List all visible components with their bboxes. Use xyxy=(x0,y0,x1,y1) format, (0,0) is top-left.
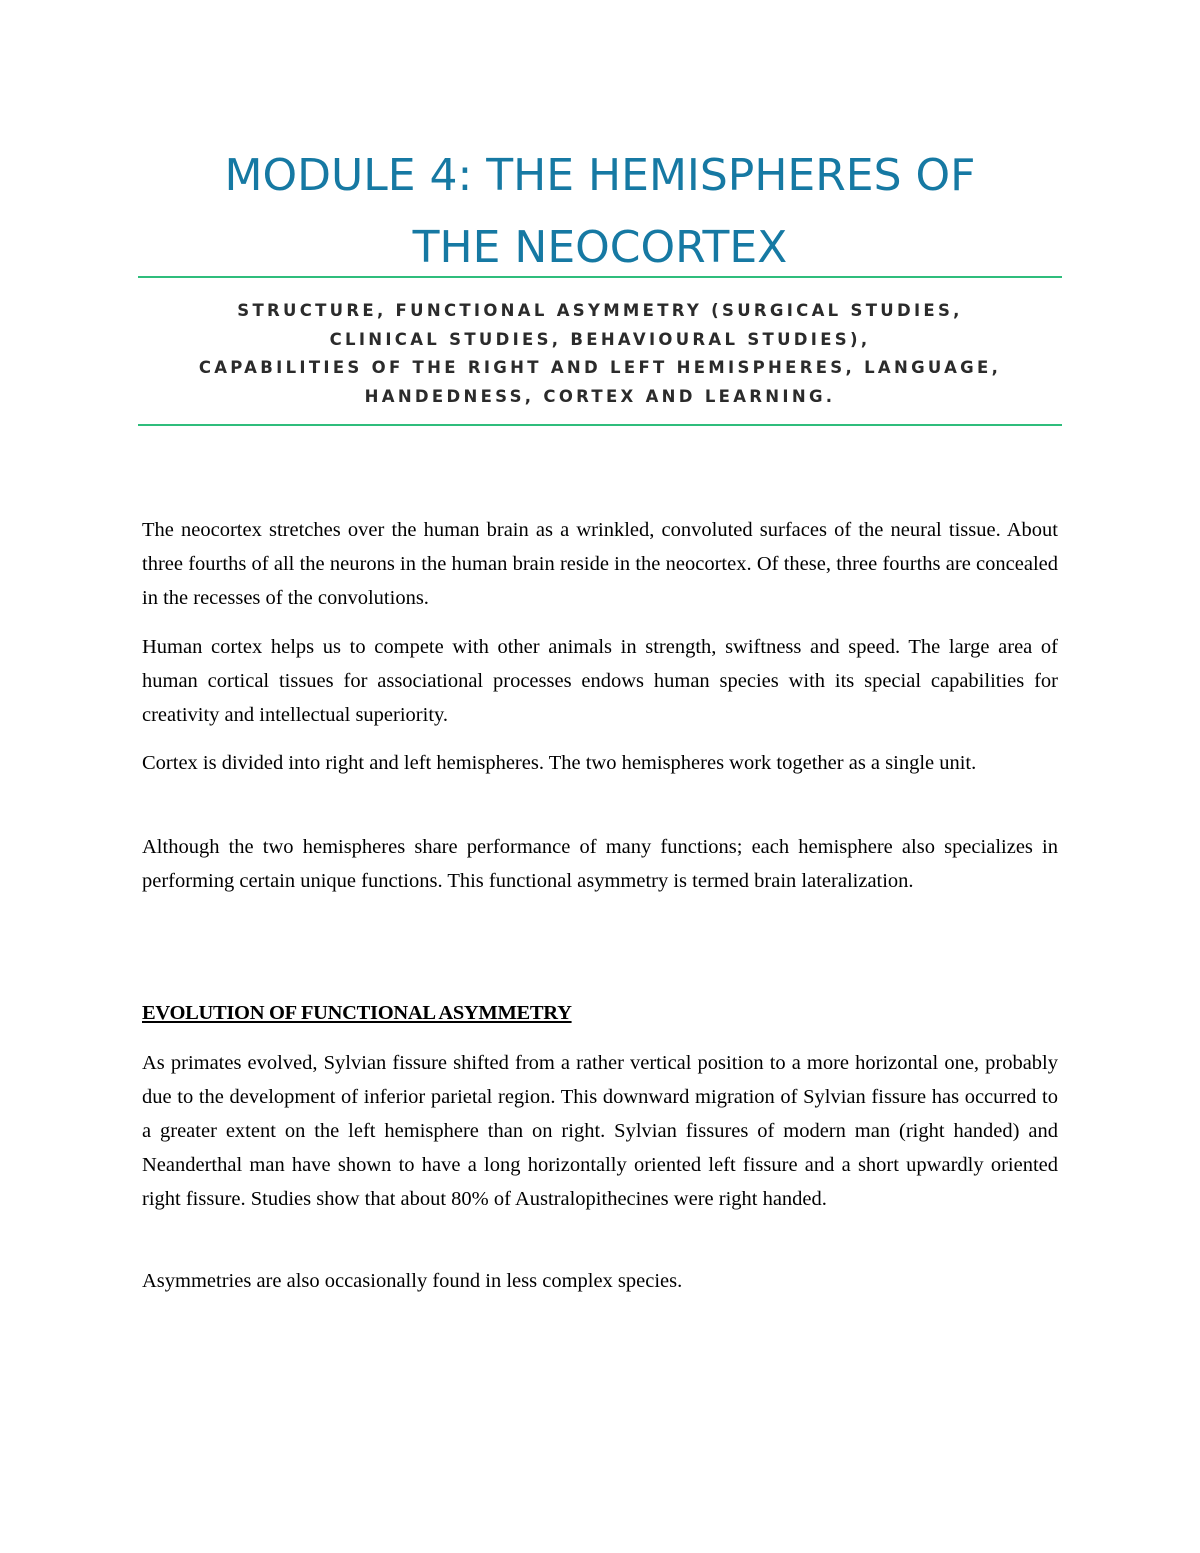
paragraph-hemispheres: Cortex is divided into right and left hemispheres. The two hemispheres work together as a single unit. xyxy=(142,752,977,774)
title-divider-top xyxy=(138,276,1062,278)
subtitle-line-1: STRUCTURE, FUNCTIONAL ASYMMETRY (SURGICAL STUDIES, xyxy=(237,301,963,320)
page-title-line-2: THE NEOCORTEX xyxy=(412,222,788,273)
paragraph-lateralization: Although the two hemispheres share performance of many functions; each hemisphere also specializes in performing certain unique functions. This functional asymmetry is termed brain lateralization. xyxy=(142,836,1058,892)
subtitle-line-4: HANDEDNESS, CORTEX AND LEARNING. xyxy=(364,386,836,406)
paragraph-sylvian-fissure: As primates evolved, Sylvian fissure shifted from a rather vertical position to a more horizontal one, probably due to the development of inferior parietal region. This downward migration of Sylvian fissure has occurred to a greater extent on the left hemisphere than on right. Sylvian fissures of modern man (right handed) and Neanderthal man have shown to have a long horizontally oriented left fissure and a short upwardly oriented right fissure. Studies show that about 80% of Australopithecines were right handed. xyxy=(142,1052,1058,1210)
module-subtitle xyxy=(138,297,1062,411)
subtitle-line-2: CLINICAL STUDIES, BEHAVIOURAL STUDIES), xyxy=(329,329,871,349)
page-title xyxy=(138,140,1062,284)
paragraph-neocortex-intro: The neocortex stretches over the human brain as a wrinkled, convoluted surfaces of the neural tissue. About three fourths of all the neurons in the human brain reside in the neocortex. Of these, three fourths are concealed in the recesses of the convolutions. xyxy=(142,519,1058,609)
subtitle-line-3: CAPABILITIES OF THE RIGHT AND LEFT HEMISPHERES, LANGUAGE, xyxy=(198,358,1002,377)
section-heading: EVOLUTION OF FUNCTIONAL ASYMMETRY xyxy=(142,1002,572,1024)
page-title-line-1: MODULE 4: THE HEMISPHERES OF xyxy=(224,150,976,201)
paragraph-asymmetries-species: Asymmetries are also occasionally found in less complex species. xyxy=(142,1270,683,1292)
title-divider-bottom xyxy=(138,424,1062,426)
paragraph-human-cortex: Human cortex helps us to compete with other animals in strength, swiftness and speed. The large area of human cortical tissues for associational processes endows human species with its special capabilities for creativity and intellectual superiority. xyxy=(142,636,1058,726)
